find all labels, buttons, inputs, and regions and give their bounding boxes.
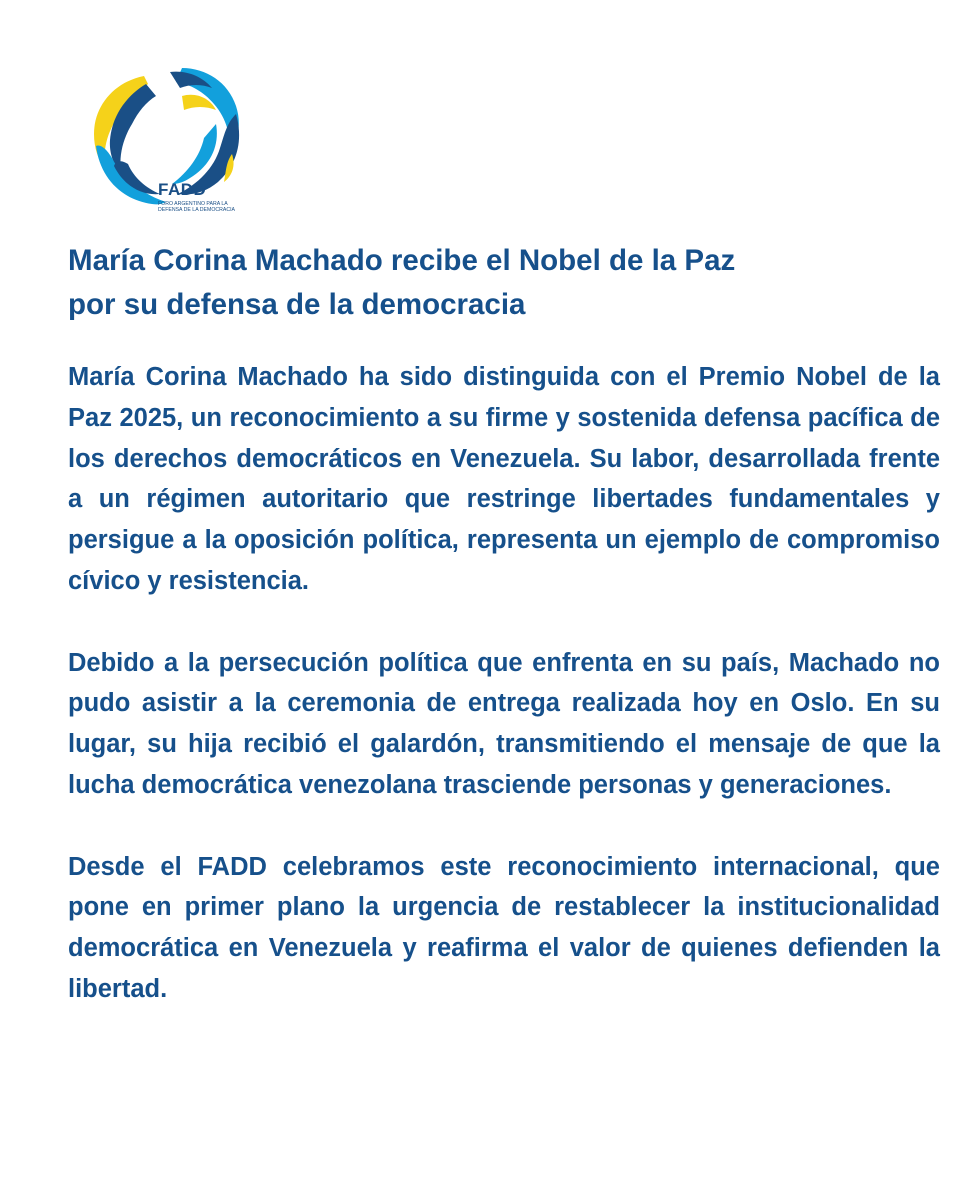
article-body	[68, 357, 940, 1010]
logo-tagline: FORO ARGENTINO PARA LA DEFENSA DE LA DEMOCRACIA	[158, 201, 235, 213]
paragraph: Desde el FADD celebramos este reconocimiento internacional, que pone en primer plano la urgencia de restablecer la institucionalidad democrática en Venezuela y reafirma el valor de quienes defienden la libertad.	[68, 852, 940, 1003]
logo-wordmark: FADD	[158, 180, 207, 199]
title-line: María Corina Machado recibe el Nobel de la Paz	[68, 244, 736, 277]
fadd-logo	[86, 62, 246, 222]
title-line: por su defensa de la democracia	[68, 288, 526, 321]
paragraph: María Corina Machado ha sido distinguida con el Premio Nobel de la Paz 2025, un reconocimiento a su firme y sostenida defensa pacífica de los derechos democráticos en Venezuela. Su labor, desarrollada frente a un régimen autoritario que restringe libertades fundamentales y persigue a la oposición política, representa un ejemplo de compromiso cívico y resistencia.	[68, 363, 940, 595]
paragraph: Debido a la persecución política que enfrenta en su país, Machado no pudo asistir a la ceremonia de entrega realizada hoy en Oslo. En su lugar, su hija recibió el galardón, transmitiendo el mensaje de que la lucha democrática venezolana trasciende personas y generaciones.	[68, 648, 940, 799]
article-title	[68, 239, 868, 327]
